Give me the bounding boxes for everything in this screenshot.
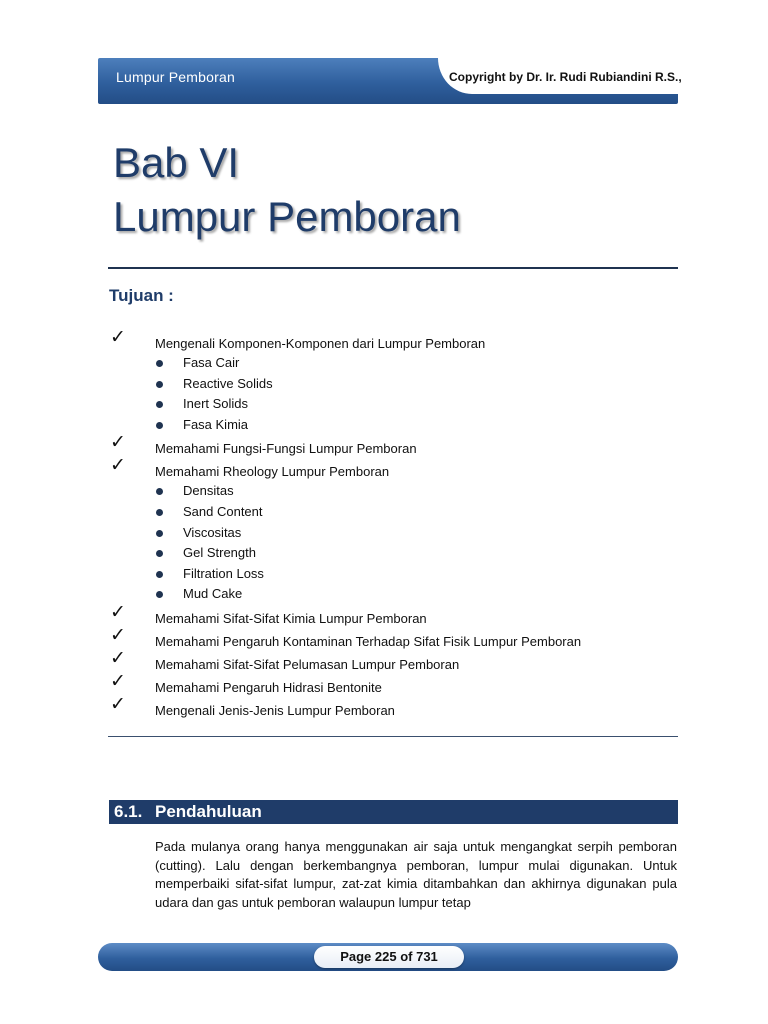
sub-objective-text: Fasa Kimia bbox=[183, 416, 249, 432]
bullet-icon bbox=[156, 381, 163, 388]
sub-objective-text: Gel Strength bbox=[183, 545, 256, 561]
sub-objective-text: Densitas bbox=[183, 483, 234, 499]
sub-objective-item bbox=[108, 564, 678, 585]
checkmark-icon: ✓ bbox=[110, 600, 126, 623]
sub-objective-text: Mud Cake bbox=[183, 586, 243, 602]
sub-objective-text: Reactive Solids bbox=[183, 375, 273, 391]
objective-item bbox=[108, 669, 678, 697]
objective-text: Memahami Sifat-Sifat Pelumasan Lumpur Pemboran bbox=[155, 656, 460, 672]
checkmark-icon: ✓ bbox=[110, 454, 126, 477]
bullet-icon bbox=[156, 530, 163, 537]
sub-objective-item bbox=[108, 394, 678, 415]
objective-item bbox=[108, 454, 678, 481]
objective-item bbox=[108, 431, 678, 458]
sub-objective-item bbox=[108, 523, 678, 544]
objective-item bbox=[108, 623, 678, 651]
sub-objective-item bbox=[108, 481, 678, 502]
sub-objective-item bbox=[108, 415, 678, 436]
sub-objective-text: Sand Content bbox=[183, 503, 263, 519]
section-title: Pendahuluan bbox=[155, 802, 262, 821]
bullet-icon bbox=[156, 550, 163, 557]
header-copyright: Copyright by Dr. Ir. Rudi Rubiandini R.S., bbox=[449, 70, 682, 84]
page-number: Page 225 of 731 bbox=[340, 949, 438, 964]
bullet-icon bbox=[156, 509, 163, 516]
bullet-icon bbox=[156, 401, 163, 408]
sub-objective-item bbox=[108, 502, 678, 523]
bullet-icon bbox=[156, 571, 163, 578]
checkmark-icon: ✓ bbox=[110, 692, 126, 715]
objective-text: Memahami Pengaruh Kontaminan Terhadap Sifat Fisik Lumpur Pemboran bbox=[155, 633, 582, 649]
objective-text: Memahami Fungsi-Fungsi Lumpur Pemboran bbox=[155, 441, 417, 457]
sub-objective-text: Inert Solids bbox=[183, 396, 249, 412]
objective-item bbox=[108, 326, 678, 353]
objective-text: Memahami Sifat-Sifat Kimia Lumpur Pemboran bbox=[155, 610, 427, 626]
objective-text: Mengenali Jenis-Jenis Lumpur Pemboran bbox=[155, 702, 395, 718]
bullet-icon bbox=[156, 422, 163, 429]
chapter-number: Bab VI bbox=[113, 139, 240, 186]
objective-item bbox=[108, 646, 678, 674]
chapter-name: Lumpur Pemboran bbox=[113, 193, 461, 240]
sub-objective-item bbox=[108, 353, 678, 374]
divider bbox=[108, 267, 678, 269]
sub-objective-text: Fasa Cair bbox=[183, 355, 240, 370]
objective-text: Memahami Rheology Lumpur Pemboran bbox=[155, 464, 390, 480]
sub-objective-text: Filtration Loss bbox=[183, 565, 264, 581]
bullet-icon bbox=[156, 360, 163, 367]
objective-text: Mengenali Komponen-Komponen dari Lumpur Pemboran bbox=[155, 336, 486, 351]
sub-objective-item bbox=[108, 584, 678, 605]
checkmark-icon: ✓ bbox=[110, 431, 126, 454]
bullet-icon bbox=[156, 488, 163, 495]
objective-item bbox=[108, 600, 678, 628]
bullet-icon bbox=[156, 591, 163, 598]
sub-objective-text: Viscositas bbox=[183, 524, 242, 540]
sub-objective-item bbox=[108, 374, 678, 395]
section-number: 6.1. bbox=[114, 802, 143, 821]
objective-text: Memahami Pengaruh Hidrasi Bentonite bbox=[155, 679, 382, 695]
checkmark-icon: ✓ bbox=[110, 669, 126, 692]
divider bbox=[108, 736, 678, 737]
sub-objective-item bbox=[108, 543, 678, 564]
checkmark-icon: ✓ bbox=[110, 646, 126, 669]
checkmark-icon: ✓ bbox=[110, 623, 126, 646]
objectives-heading: Tujuan : bbox=[109, 286, 174, 305]
checkmark-icon: ✓ bbox=[110, 326, 126, 348]
objective-item bbox=[108, 692, 678, 720]
header-title: Lumpur Pemboran bbox=[116, 69, 235, 85]
objectives-list bbox=[108, 326, 678, 720]
section-paragraph: Pada mulanya orang hanya menggunakan air saja untuk mengangkat serpih pemboran (cutting). Lalu dengan berkembangnya pemboran, lumpur mulai digunakan. Untuk memperbaiki sifat-sifat lumpur, zat-zat kimia ditambahkan dan akhirnya digunakan pula udara dan gas untuk pemboran walaupun lumpur tetap bbox=[155, 839, 677, 910]
chapter-title bbox=[113, 136, 461, 244]
